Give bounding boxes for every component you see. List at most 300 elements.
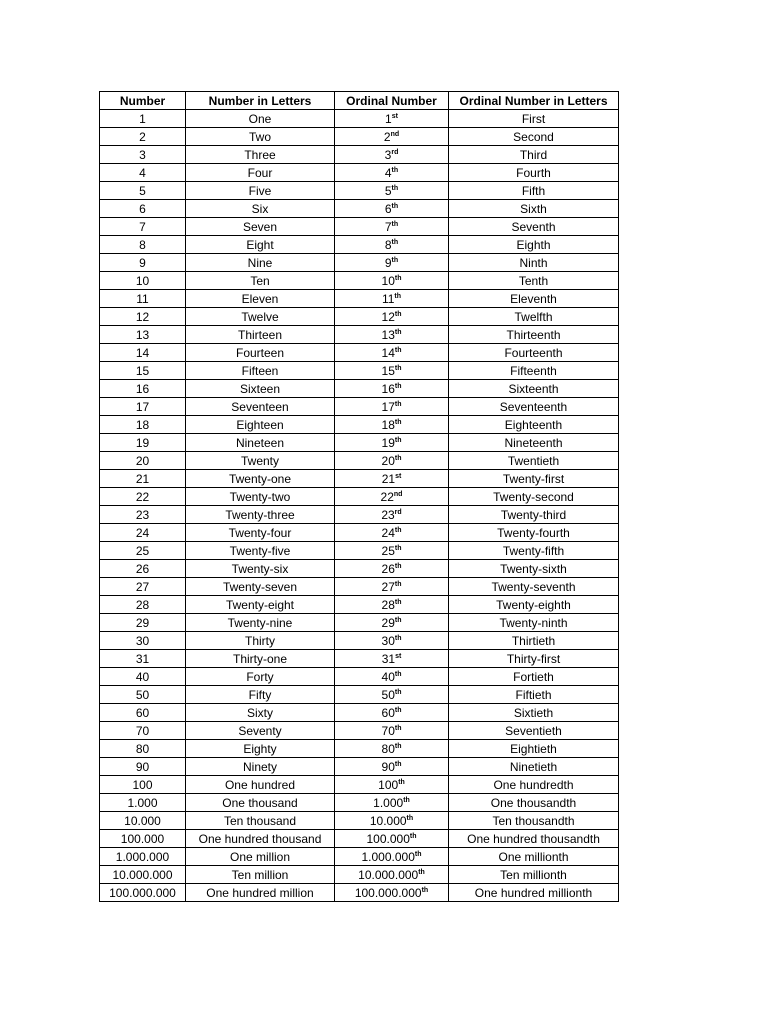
ordinal-suffix: th [394, 724, 402, 732]
header-ordinal-number-in-letters: Ordinal Number in Letters [449, 92, 619, 110]
cell-ordinal-number [335, 470, 449, 488]
table-row [100, 110, 619, 128]
cell-number: 4 [100, 164, 186, 182]
cell-ordinal-number-in-letters: Ten thousandth [449, 812, 619, 830]
cell-number-in-letters: Seventy [186, 722, 335, 740]
cell-ordinal-number-in-letters: One millionth [449, 848, 619, 866]
cell-number-in-letters: One million [186, 848, 335, 866]
ordinal-value: 21 [381, 471, 396, 486]
cell-ordinal-number [335, 794, 449, 812]
cell-ordinal-number-in-letters: Thirtieth [449, 632, 619, 650]
ordinal-suffix: st [395, 652, 402, 660]
table-row [100, 164, 619, 182]
cell-ordinal-number [335, 776, 449, 794]
table-row [100, 308, 619, 326]
cell-number: 7 [100, 218, 186, 236]
ordinal-value: 1 [385, 111, 392, 126]
cell-ordinal-number [335, 596, 449, 614]
ordinal-value: 100.000 [366, 831, 410, 846]
table-row [100, 416, 619, 434]
cell-ordinal-number [335, 650, 449, 668]
cell-ordinal-number [335, 452, 449, 470]
ordinal-suffix: th [418, 868, 425, 876]
cell-ordinal-number-in-letters: Ninth [449, 254, 619, 272]
header-number: Number [100, 92, 186, 110]
cell-ordinal-number [335, 110, 449, 128]
table-body [100, 110, 619, 902]
cell-number-in-letters: One [186, 110, 335, 128]
ordinal-value: 2 [383, 129, 391, 144]
ordinal-value: 3 [384, 147, 392, 162]
cell-number: 20 [100, 452, 186, 470]
cell-number: 30 [100, 632, 186, 650]
ordinal-suffix: th [394, 580, 402, 588]
cell-number: 60 [100, 704, 186, 722]
cell-ordinal-number [335, 632, 449, 650]
ordinal-numbers-table [99, 91, 619, 902]
cell-number: 26 [100, 560, 186, 578]
ordinal-suffix: st [391, 112, 398, 120]
table-row [100, 236, 619, 254]
cell-ordinal-number [335, 722, 449, 740]
cell-ordinal-number-in-letters: Eleventh [449, 290, 619, 308]
cell-number-in-letters: Seven [186, 218, 335, 236]
ordinal-value: 25 [381, 543, 395, 558]
ordinal-suffix: th [394, 310, 402, 318]
cell-number: 18 [100, 416, 186, 434]
cell-ordinal-number-in-letters: Fortieth [449, 668, 619, 686]
table-row [100, 272, 619, 290]
table-row [100, 524, 619, 542]
cell-ordinal-number [335, 866, 449, 884]
ordinal-value: 5 [384, 183, 392, 198]
cell-number: 1 [100, 110, 186, 128]
cell-number-in-letters: Sixty [186, 704, 335, 722]
cell-number-in-letters: Two [186, 128, 335, 146]
ordinal-suffix: th [394, 454, 402, 462]
cell-ordinal-number-in-letters: One hundred millionth [449, 884, 619, 902]
cell-number: 50 [100, 686, 186, 704]
ordinal-suffix: th [391, 166, 399, 174]
table-row [100, 794, 619, 812]
cell-ordinal-number-in-letters: One thousandth [449, 794, 619, 812]
cell-number-in-letters: Five [186, 182, 335, 200]
table-row [100, 830, 619, 848]
table-row [100, 398, 619, 416]
cell-ordinal-number-in-letters: First [449, 110, 619, 128]
cell-number-in-letters: Twenty-three [186, 506, 335, 524]
cell-ordinal-number-in-letters: Twenty-sixth [449, 560, 619, 578]
cell-ordinal-number [335, 884, 449, 902]
ordinal-suffix: th [391, 202, 399, 210]
cell-ordinal-number-in-letters: Third [449, 146, 619, 164]
ordinal-value: 80 [381, 741, 395, 756]
cell-ordinal-number-in-letters: Thirty-first [449, 650, 619, 668]
cell-ordinal-number [335, 614, 449, 632]
cell-number: 10.000.000 [100, 866, 186, 884]
cell-number: 100.000 [100, 830, 186, 848]
cell-number-in-letters: Eleven [186, 290, 335, 308]
ordinal-value: 28 [381, 597, 395, 612]
table-row [100, 668, 619, 686]
cell-number-in-letters: One hundred thousand [186, 830, 335, 848]
cell-number-in-letters: Twenty-five [186, 542, 335, 560]
table-row [100, 470, 619, 488]
cell-ordinal-number [335, 344, 449, 362]
ordinal-suffix: th [394, 436, 402, 444]
table-row [100, 812, 619, 830]
cell-ordinal-number [335, 236, 449, 254]
ordinal-suffix: th [394, 364, 402, 372]
table-row [100, 740, 619, 758]
ordinal-value: 19 [381, 435, 395, 450]
ordinal-suffix: th [394, 292, 402, 300]
cell-number: 100.000.000 [100, 884, 186, 902]
table-row [100, 506, 619, 524]
table-row [100, 560, 619, 578]
cell-ordinal-number-in-letters: Seventh [449, 218, 619, 236]
cell-ordinal-number [335, 182, 449, 200]
table-row [100, 182, 619, 200]
ordinal-suffix: th [394, 346, 402, 354]
ordinal-suffix: th [394, 418, 402, 426]
cell-number: 80 [100, 740, 186, 758]
cell-ordinal-number-in-letters: Twenty-seventh [449, 578, 619, 596]
ordinal-value: 27 [381, 579, 395, 594]
cell-number-in-letters: Twenty-nine [186, 614, 335, 632]
table-row [100, 758, 619, 776]
cell-number: 10.000 [100, 812, 186, 830]
cell-number-in-letters: Fifteen [186, 362, 335, 380]
cell-ordinal-number-in-letters: One hundredth [449, 776, 619, 794]
cell-number: 27 [100, 578, 186, 596]
cell-ordinal-number-in-letters: Seventeenth [449, 398, 619, 416]
cell-ordinal-number-in-letters: Nineteenth [449, 434, 619, 452]
ordinal-suffix: th [391, 238, 399, 246]
table-row [100, 344, 619, 362]
table-row [100, 884, 619, 902]
cell-ordinal-number [335, 578, 449, 596]
ordinal-suffix: th [394, 382, 402, 390]
cell-ordinal-number [335, 506, 449, 524]
ordinal-value: 1.000 [373, 795, 404, 810]
ordinal-value: 70 [381, 723, 395, 738]
ordinal-suffix: th [394, 742, 402, 750]
cell-ordinal-number-in-letters: One hundred thousandth [449, 830, 619, 848]
cell-number: 17 [100, 398, 186, 416]
cell-ordinal-number [335, 758, 449, 776]
cell-ordinal-number [335, 524, 449, 542]
cell-ordinal-number [335, 830, 449, 848]
table-row [100, 128, 619, 146]
header-row [100, 92, 619, 110]
cell-number: 9 [100, 254, 186, 272]
cell-ordinal-number-in-letters: Fifth [449, 182, 619, 200]
cell-ordinal-number-in-letters: Eighteenth [449, 416, 619, 434]
cell-ordinal-number-in-letters: Tenth [449, 272, 619, 290]
cell-number-in-letters: Twenty-four [186, 524, 335, 542]
table-row [100, 632, 619, 650]
cell-ordinal-number-in-letters: Twenty-fourth [449, 524, 619, 542]
cell-number-in-letters: Nine [186, 254, 335, 272]
ordinal-suffix: th [403, 796, 410, 804]
cell-ordinal-number [335, 308, 449, 326]
table-row [100, 326, 619, 344]
cell-ordinal-number [335, 560, 449, 578]
cell-number-in-letters: Thirteen [186, 326, 335, 344]
table-row [100, 704, 619, 722]
ordinal-value: 18 [381, 417, 395, 432]
ordinal-suffix: th [394, 562, 402, 570]
cell-ordinal-number [335, 686, 449, 704]
ordinal-value: 29 [381, 615, 395, 630]
ordinal-value: 7 [384, 219, 392, 234]
cell-number: 22 [100, 488, 186, 506]
ordinal-value: 13 [381, 327, 395, 342]
ordinal-value: 1.000.000 [361, 849, 415, 864]
table-row [100, 596, 619, 614]
cell-ordinal-number-in-letters: Ten millionth [449, 866, 619, 884]
table-row [100, 776, 619, 794]
ordinal-suffix: th [391, 220, 399, 228]
table-row [100, 488, 619, 506]
cell-ordinal-number [335, 434, 449, 452]
ordinal-value: 23 [381, 507, 395, 522]
ordinal-value: 90 [381, 759, 395, 774]
cell-number-in-letters: Twenty-seven [186, 578, 335, 596]
cell-ordinal-number [335, 704, 449, 722]
cell-ordinal-number [335, 488, 449, 506]
cell-ordinal-number [335, 668, 449, 686]
ordinal-value: 10.000.000 [358, 867, 419, 882]
table-header [100, 92, 619, 110]
ordinal-suffix: rd [394, 508, 402, 516]
cell-number-in-letters: Twenty-six [186, 560, 335, 578]
ordinal-suffix: rd [391, 148, 399, 156]
ordinal-value: 11 [381, 291, 395, 306]
cell-ordinal-number [335, 398, 449, 416]
ordinal-suffix: nd [390, 130, 400, 138]
cell-ordinal-number [335, 254, 449, 272]
ordinal-suffix: th [394, 274, 402, 282]
cell-ordinal-number [335, 128, 449, 146]
cell-ordinal-number-in-letters: Twenty-eighth [449, 596, 619, 614]
cell-number: 29 [100, 614, 186, 632]
cell-ordinal-number-in-letters: Twenty-ninth [449, 614, 619, 632]
cell-ordinal-number [335, 272, 449, 290]
cell-ordinal-number [335, 362, 449, 380]
ordinal-value: 50 [381, 687, 395, 702]
ordinal-suffix: th [394, 544, 402, 552]
ordinal-value: 100 [378, 777, 399, 792]
cell-ordinal-number-in-letters: Fourteenth [449, 344, 619, 362]
cell-number: 15 [100, 362, 186, 380]
cell-number: 23 [100, 506, 186, 524]
cell-number: 16 [100, 380, 186, 398]
table-row [100, 380, 619, 398]
cell-ordinal-number [335, 146, 449, 164]
cell-ordinal-number-in-letters: Ninetieth [449, 758, 619, 776]
ordinal-suffix: th [406, 814, 414, 822]
ordinal-value: 60 [381, 705, 395, 720]
cell-number: 25 [100, 542, 186, 560]
cell-number: 11 [100, 290, 186, 308]
cell-number-in-letters: Nineteen [186, 434, 335, 452]
cell-number: 2 [100, 128, 186, 146]
cell-number-in-letters: Seventeen [186, 398, 335, 416]
ordinal-suffix: th [394, 634, 402, 642]
cell-ordinal-number-in-letters: Thirteenth [449, 326, 619, 344]
table-row [100, 290, 619, 308]
table-row [100, 542, 619, 560]
ordinal-suffix: th [421, 886, 429, 894]
cell-number: 8 [100, 236, 186, 254]
ordinal-suffix: th [391, 256, 399, 264]
ordinal-value: 16 [381, 381, 395, 396]
cell-number-in-letters: Four [186, 164, 335, 182]
cell-number-in-letters: Forty [186, 668, 335, 686]
cell-ordinal-number [335, 812, 449, 830]
ordinal-suffix: th [394, 706, 402, 714]
ordinal-value: 100.000.000 [354, 885, 422, 900]
cell-number-in-letters: One hundred million [186, 884, 335, 902]
cell-number: 10 [100, 272, 186, 290]
cell-ordinal-number-in-letters: Twenty-first [449, 470, 619, 488]
cell-number-in-letters: Twelve [186, 308, 335, 326]
cell-number: 40 [100, 668, 186, 686]
table-row [100, 614, 619, 632]
cell-number-in-letters: Fifty [186, 686, 335, 704]
cell-number-in-letters: Three [186, 146, 335, 164]
ordinal-value: 22 [380, 489, 394, 504]
ordinal-value: 10.000 [369, 813, 407, 828]
cell-ordinal-number-in-letters: Fifteenth [449, 362, 619, 380]
table-row [100, 578, 619, 596]
cell-ordinal-number [335, 218, 449, 236]
ordinal-suffix: th [391, 184, 399, 192]
cell-number: 13 [100, 326, 186, 344]
cell-number-in-letters: Six [186, 200, 335, 218]
cell-ordinal-number-in-letters: Fourth [449, 164, 619, 182]
ordinal-value: 10 [381, 273, 395, 288]
ordinal-suffix: nd [393, 490, 403, 498]
ordinal-value: 24 [381, 525, 395, 540]
cell-number-in-letters: Eight [186, 236, 335, 254]
cell-number-in-letters: Thirty-one [186, 650, 335, 668]
cell-number: 70 [100, 722, 186, 740]
ordinal-value: 40 [381, 669, 395, 684]
table-row [100, 722, 619, 740]
cell-number: 24 [100, 524, 186, 542]
ordinal-suffix: st [395, 472, 402, 480]
cell-ordinal-number [335, 416, 449, 434]
ordinal-value: 9 [384, 255, 392, 270]
table-row [100, 254, 619, 272]
ordinal-suffix: th [414, 850, 422, 858]
cell-ordinal-number [335, 740, 449, 758]
cell-number-in-letters: Twenty-two [186, 488, 335, 506]
cell-number: 28 [100, 596, 186, 614]
cell-number-in-letters: Ten thousand [186, 812, 335, 830]
cell-ordinal-number-in-letters: Fiftieth [449, 686, 619, 704]
cell-ordinal-number [335, 290, 449, 308]
table-row [100, 848, 619, 866]
ordinal-value: 8 [384, 237, 392, 252]
cell-ordinal-number-in-letters: Twenty-fifth [449, 542, 619, 560]
cell-ordinal-number-in-letters: Sixtieth [449, 704, 619, 722]
ordinal-suffix: th [394, 688, 402, 696]
cell-ordinal-number-in-letters: Eighth [449, 236, 619, 254]
table-row [100, 452, 619, 470]
ordinal-value: 6 [384, 201, 392, 216]
ordinal-value: 17 [381, 399, 395, 414]
ordinal-suffix: th [394, 616, 402, 624]
ordinal-suffix: th [394, 328, 402, 336]
table-row [100, 362, 619, 380]
cell-number: 14 [100, 344, 186, 362]
cell-number-in-letters: Sixteen [186, 380, 335, 398]
table-row [100, 146, 619, 164]
ordinal-value: 12 [381, 309, 395, 324]
cell-ordinal-number-in-letters: Second [449, 128, 619, 146]
cell-ordinal-number [335, 542, 449, 560]
cell-number-in-letters: Ten million [186, 866, 335, 884]
ordinal-value: 15 [381, 363, 395, 378]
table-row [100, 650, 619, 668]
cell-number: 5 [100, 182, 186, 200]
cell-number-in-letters: One hundred [186, 776, 335, 794]
cell-number: 3 [100, 146, 186, 164]
ordinal-suffix: th [394, 598, 402, 606]
ordinal-value: 31 [381, 651, 396, 666]
cell-number: 6 [100, 200, 186, 218]
cell-ordinal-number-in-letters: Eightieth [449, 740, 619, 758]
cell-ordinal-number-in-letters: Seventieth [449, 722, 619, 740]
ordinal-suffix: th [398, 778, 405, 786]
cell-ordinal-number [335, 380, 449, 398]
ordinal-suffix: th [394, 760, 402, 768]
table-row [100, 200, 619, 218]
cell-number-in-letters: One thousand [186, 794, 335, 812]
cell-ordinal-number-in-letters: Twenty-second [449, 488, 619, 506]
ordinal-value: 4 [384, 165, 392, 180]
cell-number-in-letters: Twenty-eight [186, 596, 335, 614]
ordinal-suffix: th [394, 670, 402, 678]
cell-number: 100 [100, 776, 186, 794]
cell-ordinal-number-in-letters: Twenty-third [449, 506, 619, 524]
cell-number: 19 [100, 434, 186, 452]
cell-ordinal-number-in-letters: Twentieth [449, 452, 619, 470]
cell-ordinal-number [335, 326, 449, 344]
ordinal-value: 30 [381, 633, 395, 648]
ordinal-suffix: th [394, 400, 402, 408]
cell-number: 12 [100, 308, 186, 326]
cell-number-in-letters: Thirty [186, 632, 335, 650]
header-number-in-letters: Number in Letters [186, 92, 335, 110]
cell-number-in-letters: Ninety [186, 758, 335, 776]
ordinal-value: 26 [381, 561, 395, 576]
cell-number: 31 [100, 650, 186, 668]
table-row [100, 218, 619, 236]
cell-number-in-letters: Fourteen [186, 344, 335, 362]
cell-ordinal-number [335, 200, 449, 218]
table-row [100, 434, 619, 452]
ordinal-value: 20 [381, 453, 395, 468]
header-ordinal-number: Ordinal Number [335, 92, 449, 110]
table-row [100, 686, 619, 704]
cell-ordinal-number [335, 848, 449, 866]
cell-number: 21 [100, 470, 186, 488]
